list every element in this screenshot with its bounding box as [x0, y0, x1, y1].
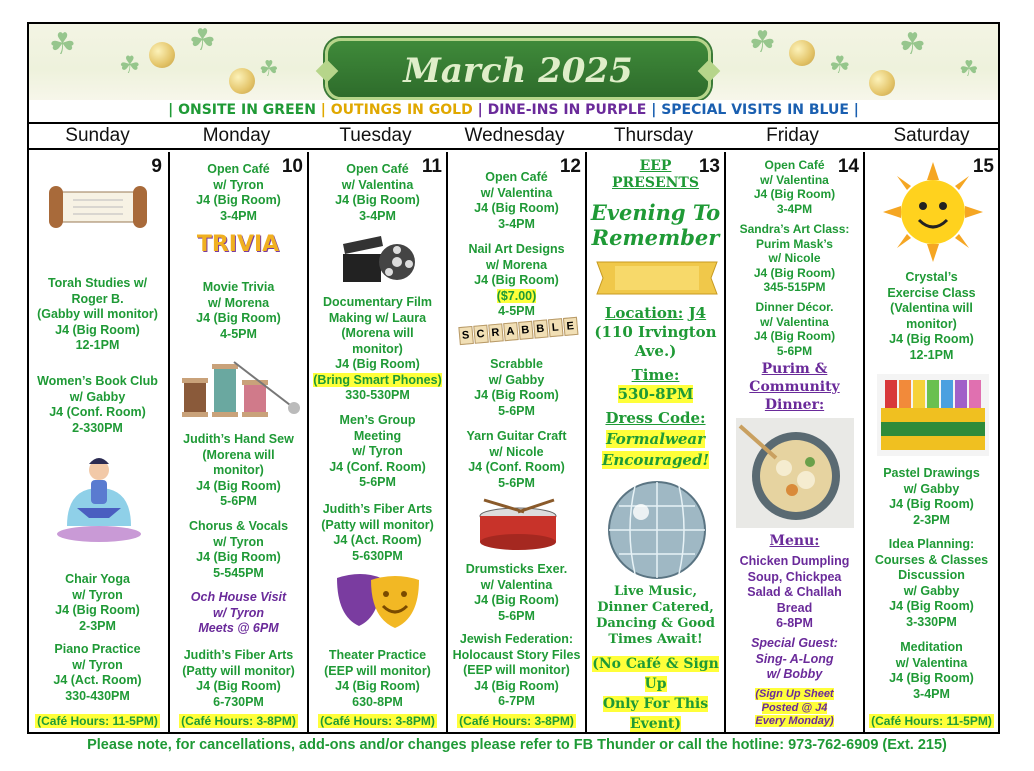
event-fiber-arts: Judith’s Fiber Arts (Patty will monitor) J4 (Act. Room) 5-630PM	[321, 502, 434, 563]
event-yarn-guitar: Yarn Guitar Craft w/ Nicole J4 (Conf. Room) 5-6PM	[466, 429, 567, 490]
film-reel-icon	[339, 228, 419, 288]
cafe-hours: (Café Hours: 3-8PM)	[459, 714, 574, 728]
cafe-hours: (Café Hours: 11-5PM)	[37, 714, 158, 728]
event-chorus-vocals: Chorus & Vocals w/ Tyron J4 (Big Room) 5-545PM	[188, 519, 289, 580]
weekday-friday: Friday	[766, 125, 819, 146]
day-cell-saturday	[863, 152, 998, 732]
weekday-saturday: Saturday	[893, 125, 970, 146]
day-cell-friday	[724, 152, 863, 732]
footer-note: Please note, for cancellations, add-ons and/or changes please refer to FB Thunder or call the hotline: 973-762-6909 (Ext. 215)	[87, 737, 947, 753]
event-book-club: Women’s Book Club w/ Gabby J4 (Conf. Room) 2-330PM	[37, 374, 158, 435]
yoga-icon	[49, 448, 149, 548]
event-documentary-film: Documentary Film Making w/ Laura (Morena will monitor) J4 (Big Room) (Bring Smart Phones) 330-530PM	[313, 295, 442, 402]
gold-coin-icon	[869, 70, 895, 96]
gold-coin-icon	[789, 40, 815, 66]
event-nail-art: Nail Art Designs w/ Morena J4 (Big Room) ($7.00) 4-5PM	[468, 242, 565, 318]
weekday-monday: Monday	[202, 125, 271, 146]
page-title: March 2025	[403, 51, 633, 91]
event-pastel-drawings: Pastel Drawings w/ Gabby J4 (Big Room) 2-3PM	[883, 466, 980, 527]
event-open-cafe: Open Café w/ Tyron J4 (Big Room) 3-4PM	[196, 162, 281, 223]
day-number: 15	[972, 156, 994, 177]
day-cell-wednesday	[446, 152, 585, 732]
trivia-icon: TRIVIA	[196, 232, 280, 257]
gold-coin-icon	[149, 42, 175, 68]
special-guest: Special Guest: Sing- A-Long w/ Bobby	[751, 636, 838, 681]
color-legend	[29, 102, 998, 122]
day-cell-thursday	[585, 152, 724, 732]
cafe-hours: (Café Hours: 3-8PM)	[320, 714, 435, 728]
shamrock-icon: ☘	[829, 52, 851, 79]
event-art-class: Sandra’s Art Class: Purim Mask’s w/ Nicole J4 (Big Room) 345-515PM	[739, 222, 850, 294]
weekday-tuesday: Tuesday	[339, 125, 412, 146]
menu-label: Menu:	[769, 533, 820, 549]
signup-note: (Sign Up Sheet Posted @ J4 Every Monday)	[755, 688, 834, 727]
weekday-header	[29, 122, 998, 150]
header-banner	[29, 24, 998, 100]
shamrock-icon: ☘	[119, 52, 141, 79]
event-och-house-visit: Och House Visit w/ Tyron Meets @ 6PM	[190, 590, 287, 635]
event-mens-group: Men’s Group Meeting w/ Tyron J4 (Conf. Room) 5-6PM	[329, 413, 426, 489]
shamrock-icon: ☘	[49, 28, 76, 61]
event-piano-practice: Piano Practice w/ Tyron J4 (Act. Room) 330-430PM	[53, 642, 142, 703]
event-torah-studies: Torah Studies w/ Roger B. (Gabby will monitor) J4 (Big Room) 12-1PM	[37, 276, 158, 352]
event-notes: Live Music, Dinner Catered, Dancing & Good Times Await!	[596, 584, 715, 647]
cafe-hours: (Café Hours: 11-5PM)	[871, 714, 992, 728]
event-open-cafe: Open Café w/ Valentina J4 (Big Room) 3-4PM	[753, 158, 836, 216]
day-number: 12	[559, 156, 581, 177]
day-cell-monday	[168, 152, 307, 732]
eep-presents: EEP PRESENTS	[612, 158, 699, 191]
shamrock-icon: ☘	[189, 24, 216, 57]
drum-icon	[474, 496, 562, 552]
pastel-crayons-icon	[877, 374, 989, 456]
weekday-wednesday: Wednesday	[464, 125, 565, 146]
shamrock-icon: ☘	[899, 28, 926, 61]
day-number: 13	[698, 156, 720, 177]
title-plate	[325, 38, 711, 100]
event-meditation: Meditation w/ Valentina J4 (Big Room) 3-4PM	[889, 640, 974, 701]
sun-smiley-icon	[883, 162, 983, 262]
day-number: 11	[421, 156, 442, 177]
event-movie-trivia: Movie Trivia w/ Morena J4 (Big Room) 4-5PM	[196, 280, 281, 341]
no-cafe-note: (No Café & Sign Up Only For This Event)	[592, 656, 719, 732]
menu-items: Chicken Dumpling Soup, Chickpea Salad & Challah Bread 6-8PM	[739, 554, 850, 630]
day-number: 10	[281, 156, 303, 177]
shamrock-icon: ☘	[749, 26, 776, 59]
day-number: 14	[837, 156, 859, 177]
weekday-sunday: Sunday	[65, 125, 130, 146]
day-cell-sunday	[29, 152, 166, 732]
event-exercise-class: Crystal’s Exercise Class (Valentina will monitor) J4 (Big Room) 12-1PM	[887, 270, 976, 362]
event-open-cafe: Open Café w/ Valentina J4 (Big Room) 3-4PM	[335, 162, 420, 223]
legend-onsite: | ONSITE IN GREEN	[168, 102, 321, 118]
event-scrabble: Scrabble w/ Gabby J4 (Big Room) 5-6PM	[474, 357, 559, 418]
event-idea-planning: Idea Planning: Courses & Classes Discussion w/ Gabby J4 (Big Room) 3-330PM	[874, 537, 989, 629]
event-open-cafe: Open Café w/ Valentina J4 (Big Room) 3-4PM	[474, 170, 559, 231]
soup-bowl-icon	[736, 418, 854, 528]
torah-scroll-icon	[43, 182, 153, 232]
event-time: Time: 530-8PM	[617, 366, 694, 403]
shamrock-icon: ☘	[259, 56, 279, 81]
event-fiber-arts: Judith’s Fiber Arts (Patty will monitor) J4 (Big Room) 6-730PM	[182, 648, 295, 709]
calendar-sheet	[27, 22, 1000, 734]
theater-masks-icon	[331, 570, 427, 634]
event-jewish-federation: Jewish Federation: Holocaust Story Files (EEP will monitor) J4 (Big Room) 6-7PM	[452, 632, 581, 708]
day-number: 9	[151, 156, 162, 177]
gold-ribbon-icon	[591, 252, 723, 298]
weekday-thursday: Thursday	[613, 125, 694, 146]
event-drumsticks: Drumsticks Exer. w/ Valentina J4 (Big Room) 5-6PM	[465, 562, 568, 623]
event-dress-code: Dress Code: Formalwear Encouraged!	[601, 409, 710, 469]
legend-outings: | OUTINGS IN GOLD	[320, 102, 478, 118]
disco-ball-icon	[605, 478, 709, 582]
cafe-hours: (Café Hours: 3-8PM)	[181, 714, 296, 728]
shamrock-icon: ☘	[959, 56, 979, 81]
event-title: Evening To Remember	[590, 200, 721, 250]
legend-dineins: | DINE-INS IN PURPLE	[477, 102, 652, 118]
event-purim-dinner: Purim & Community Dinner:	[749, 361, 840, 413]
event-hand-sew: Judith’s Hand Sew (Morena will monitor) J4 (Big Room) 5-6PM	[183, 432, 294, 508]
sewing-spools-icon	[174, 352, 304, 422]
gold-coin-icon	[229, 68, 255, 94]
event-chair-yoga: Chair Yoga w/ Tyron J4 (Big Room) 2-3PM	[55, 572, 140, 633]
event-dinner-decor: Dinner Décor. w/ Valentina J4 (Big Room) 5-6PM	[753, 300, 836, 358]
event-location: Location: J4 (110 Irvington Ave.)	[594, 304, 717, 360]
day-cell-tuesday	[307, 152, 446, 732]
scrabble-tiles-icon: S C R A B B L E	[453, 316, 582, 347]
legend-special: | SPECIAL VISITS IN BLUE |	[651, 102, 859, 118]
event-theater-practice: Theater Practice (EEP will monitor) J4 (Big Room) 630-8PM	[324, 648, 431, 709]
